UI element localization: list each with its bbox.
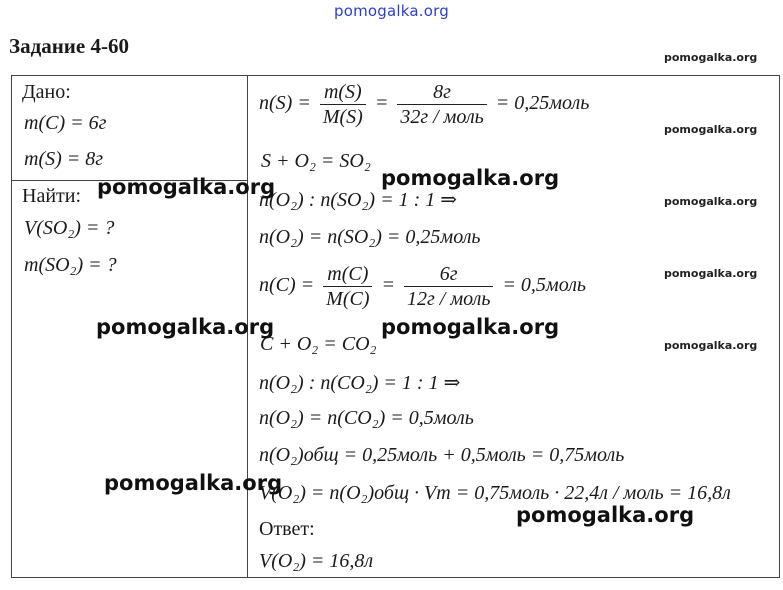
site-header-link[interactable]: pomogalka.org <box>334 2 449 20</box>
fraction-numerator: m(C) <box>323 262 372 287</box>
equation-8: n(O₂) = n(CO₂) = 0,5моль <box>259 407 474 429</box>
given-heading: Дано: <box>22 81 71 103</box>
equals-sign: = <box>374 92 389 115</box>
equation-6: C + O₂ = CO₂ <box>260 333 377 355</box>
equation-9: n(O₂)общ = 0,25моль + 0,5моль = 0,75моль <box>259 444 625 466</box>
equation-3: n(O₂) : n(SO₂) = 1 : 1 ⇒ <box>259 189 458 211</box>
watermark-large: pomogalka.org <box>381 315 560 339</box>
equation-1-rhs: = 0,25моль <box>495 92 590 115</box>
equation-5-fraction-1 <box>323 262 372 311</box>
fraction-denominator: 32г / моль <box>400 106 484 128</box>
watermark-small: pomogalka.org <box>664 195 758 208</box>
watermark-small: pomogalka.org <box>664 339 758 352</box>
equation-10: V(O₂) = n(O₂)общ · Vm = 0,75моль · 22,4л / моль = 16,8л <box>259 482 731 504</box>
watermark-large: pomogalka.org <box>104 471 283 495</box>
equation-4: n(O₂) = n(SO₂) = 0,25моль <box>259 226 481 248</box>
equation-5-rhs: = 0,5моль <box>502 274 587 297</box>
watermark-small: pomogalka.org <box>664 267 758 280</box>
fraction-denominator: M(C) <box>326 288 370 310</box>
equation-5-fraction-2 <box>404 262 493 311</box>
equation-5-lhs: n(C) = <box>259 274 315 297</box>
find-line-2: m(SO₂) = ? <box>24 254 117 276</box>
equation-1-fraction-2 <box>397 80 486 129</box>
watermark-large: pomogalka.org <box>97 175 276 199</box>
equation-7: n(O₂) : n(CO₂) = 1 : 1 ⇒ <box>259 372 461 394</box>
find-heading: Найти: <box>22 185 82 207</box>
watermark-large: pomogalka.org <box>516 503 695 527</box>
fraction-denominator: 12г / моль <box>406 288 491 310</box>
fraction-numerator: m(S) <box>320 80 366 105</box>
equation-1-fraction-1 <box>320 80 366 129</box>
given-line-2: m(S) = 8г <box>24 148 104 170</box>
watermark-small: pomogalka.org <box>664 123 758 136</box>
watermark-large: pomogalka.org <box>96 315 275 339</box>
given-line-1: m(C) = 6г <box>24 112 107 134</box>
answer-heading: Ответ: <box>259 518 315 540</box>
fraction-numerator: 6г <box>404 262 493 287</box>
fraction-numerator: 8г <box>397 80 486 105</box>
watermark-large: pomogalka.org <box>381 166 560 190</box>
equals-sign: = <box>381 274 395 297</box>
equation-1-lhs: n(S) = <box>259 92 311 115</box>
task-title: Задание 4-60 <box>9 34 129 58</box>
equation-1 <box>259 80 589 129</box>
equation-5 <box>259 262 586 311</box>
fraction-denominator: M(S) <box>322 106 363 128</box>
find-line-1: V(SO₂) = ? <box>24 217 115 239</box>
equation-2: S + O₂ = SO₂ <box>261 150 371 172</box>
watermark-small: pomogalka.org <box>664 51 758 64</box>
answer-value: V(O₂) = 16,8л <box>259 550 374 572</box>
